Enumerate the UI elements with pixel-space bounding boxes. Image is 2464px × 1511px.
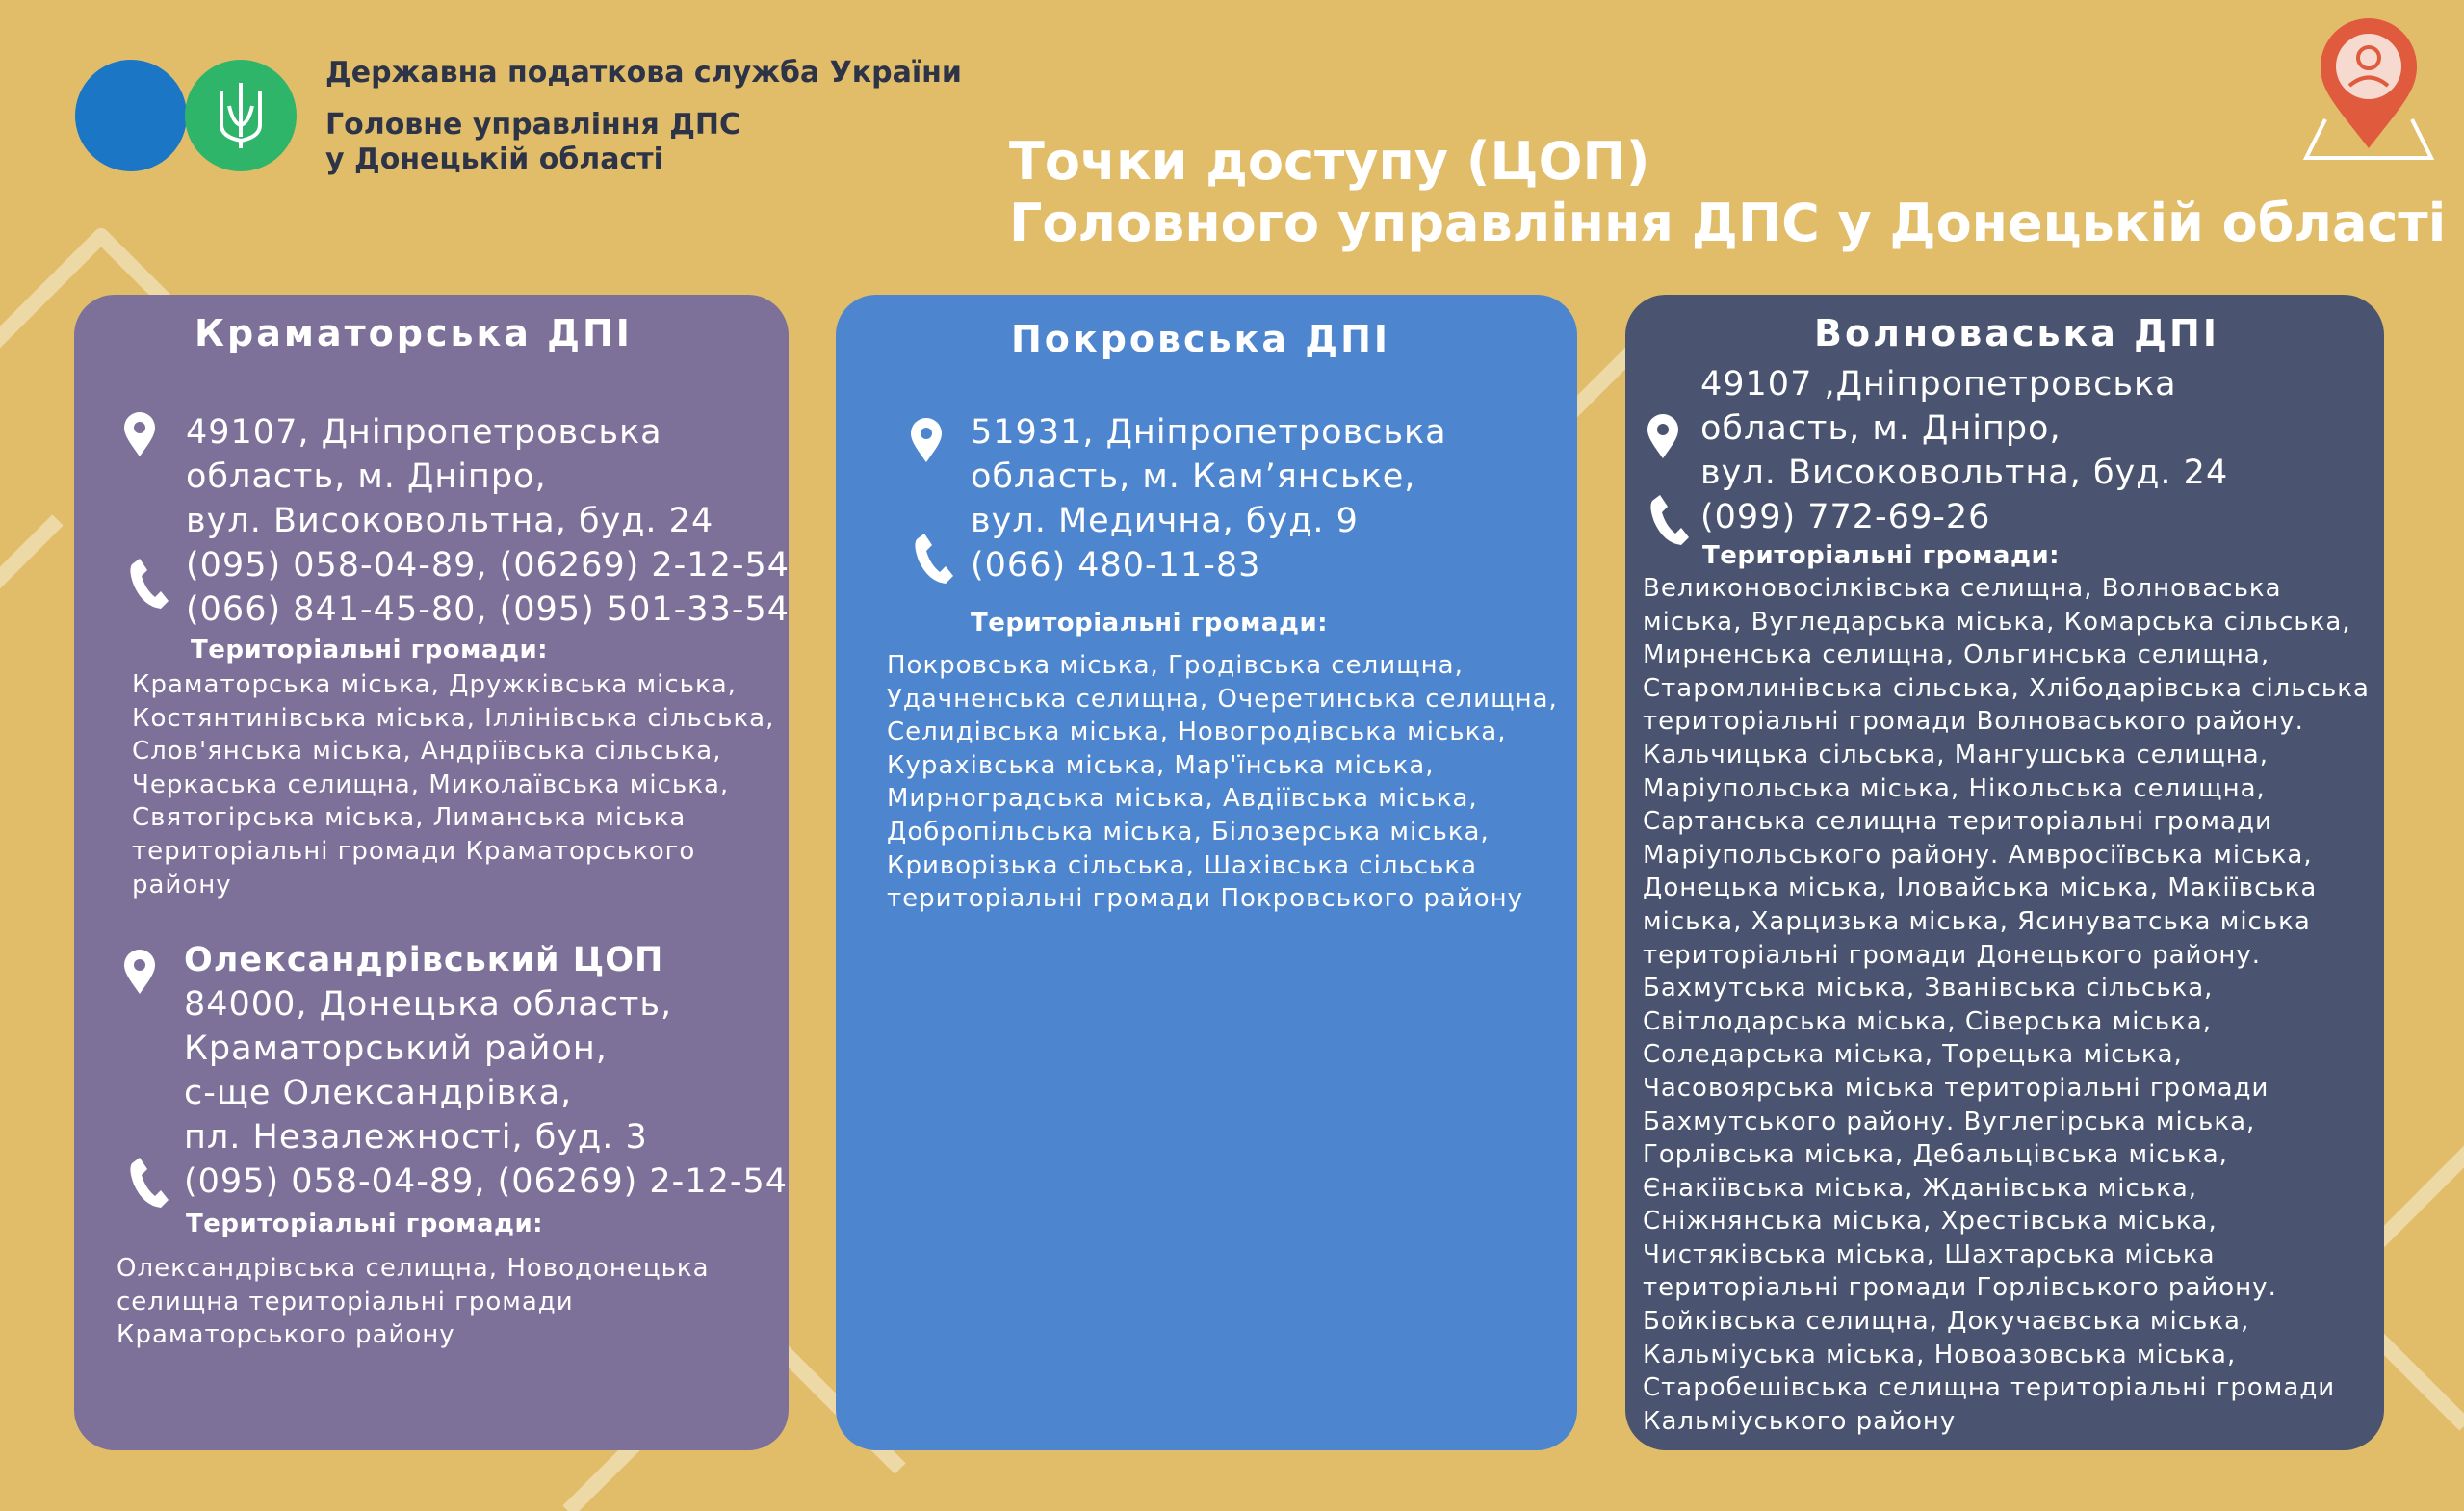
card-kramatorsk	[74, 295, 789, 1450]
card-volnovakha	[1625, 295, 2384, 1450]
phone-icon	[1647, 493, 1691, 547]
card-title: Покровська ДПІ	[1011, 318, 1391, 360]
location-icon	[122, 950, 157, 996]
phone-icon	[126, 557, 170, 611]
cop-address: Олександрівський ЦОП 84000, Донецька область, Краматорський район, с-ще Олександрівка, пл. Незалежності, буд. 3	[184, 938, 672, 1159]
communities-list: Великоновосілківська селищна, Волноваська міська, Вугледарська міська, Комарська сільська, Мирненська селищна, Ольгинська селищна, Старомлинівська сільська, Хлібодарівська сільська територіальні громади Волноваського району. Кальчицька сільська, Мангушська селищна, Маріупольська міська, Нікольська селищна, Сартанська селищна територіальні громади Маріупольського району. Амвросіївська міська, Донецька міська, Іловайська міська, Макіївська міська, Харцизька міська, Ясинуватська міська територіальні громади Донецького району. Бахмутська міська, Званівська сільська, Світлодарська міська, Сіверська міська, Соледарська міська, Торецька міська, Часовоярська міська територіальні громади Бахмутського району. Вуглегірська міська, Горлівська міська, Дебальцівська міська, Єнакіївська міська, Жданівська міська, Сніжнянська міська, Хрестівська міська, Чистяківська міська, Шахтарська міська територіальні громади Горлівського району. Бойківська селищна, Докучаєвська міська, Кальміуська міська, Новоазовська міська, Старобешівська селищна територіальні громади Кальміуського району	[1643, 574, 2370, 1436]
organization-name	[325, 56, 962, 177]
title-line1: Точки доступу (ЦОП)	[1009, 131, 1650, 192]
org-line3: у Донецькій області	[325, 143, 663, 176]
address: 51931, Дніпропетровська область, м. Кам’янське, вул. Медична, буд. 9	[971, 413, 1447, 540]
org-line1: Державна податкова служба України	[325, 56, 962, 90]
card-pokrovsk	[836, 295, 1577, 1450]
location-person-icon	[2296, 13, 2441, 168]
org-line2: Головне управління ДПС	[325, 108, 741, 142]
location-icon	[1646, 414, 1680, 460]
communities-label: Територіальні громади:	[1702, 541, 2061, 570]
cop-communities-label: Територіальні громади:	[186, 1210, 544, 1238]
communities-label: Територіальні громади:	[971, 609, 1329, 638]
card-title: Волноваська ДПІ	[1814, 312, 2219, 354]
address: 49107 ,Дніпропетровська область, м. Дніпро, вул. Високовольтна, буд. 24	[1700, 365, 2229, 492]
communities-list: Краматорська міська, Дружківська міська, Костянтинівська міська, Іллінівська сільська, Слов'янська міська, Андріївська сільська, Черкаська селищна, Миколаївська міська, Святогірська міська, Лиманська міська територіальні громади Краматорського району	[132, 670, 775, 899]
cop-communities-list: Олександрівська селищна, Новодонецька селищна територіальні громади Краматорського району	[117, 1254, 710, 1350]
trident-icon	[212, 77, 270, 154]
communities-list: Покровська міська, Гродівська селищна, Удачненська селищна, Очеретинська селищна, Селидівська міська, Новогродівська міська, Курахівська міська, Мар'їнська міська, Мирноградська міська, Авдіївська міська, Добропільська міська, Білозерська міська, Криворізька сільська, Шахівська сільська територіальні громади Покровського району	[887, 651, 1558, 914]
phone-icon	[911, 532, 955, 586]
location-icon	[909, 418, 944, 464]
card-title: Краматорська ДПІ	[195, 312, 633, 354]
address: 49107, Дніпропетровська область, м. Дніпро, вул. Високовольтна, буд. 24	[186, 413, 714, 540]
cop-phone: (095) 058-04-89, (06269) 2-12-54	[184, 1162, 788, 1201]
communities-label: Територіальні громади:	[191, 636, 549, 664]
phone: (066) 480-11-83	[971, 546, 1261, 585]
title-line2: Головного управління ДПС у Донецькій області	[1009, 193, 2447, 253]
phones: (095) 058-04-89, (06269) 2-12-54 (066) 841-45-80, (095) 501-33-54	[186, 546, 790, 629]
cop-title: Олександрівський ЦОП	[184, 941, 664, 979]
location-icon	[122, 412, 157, 458]
phone: (099) 772-69-26	[1700, 498, 1991, 536]
page-title	[1009, 131, 2446, 254]
logo-blue-circle	[75, 60, 187, 171]
phone-icon	[126, 1156, 170, 1210]
